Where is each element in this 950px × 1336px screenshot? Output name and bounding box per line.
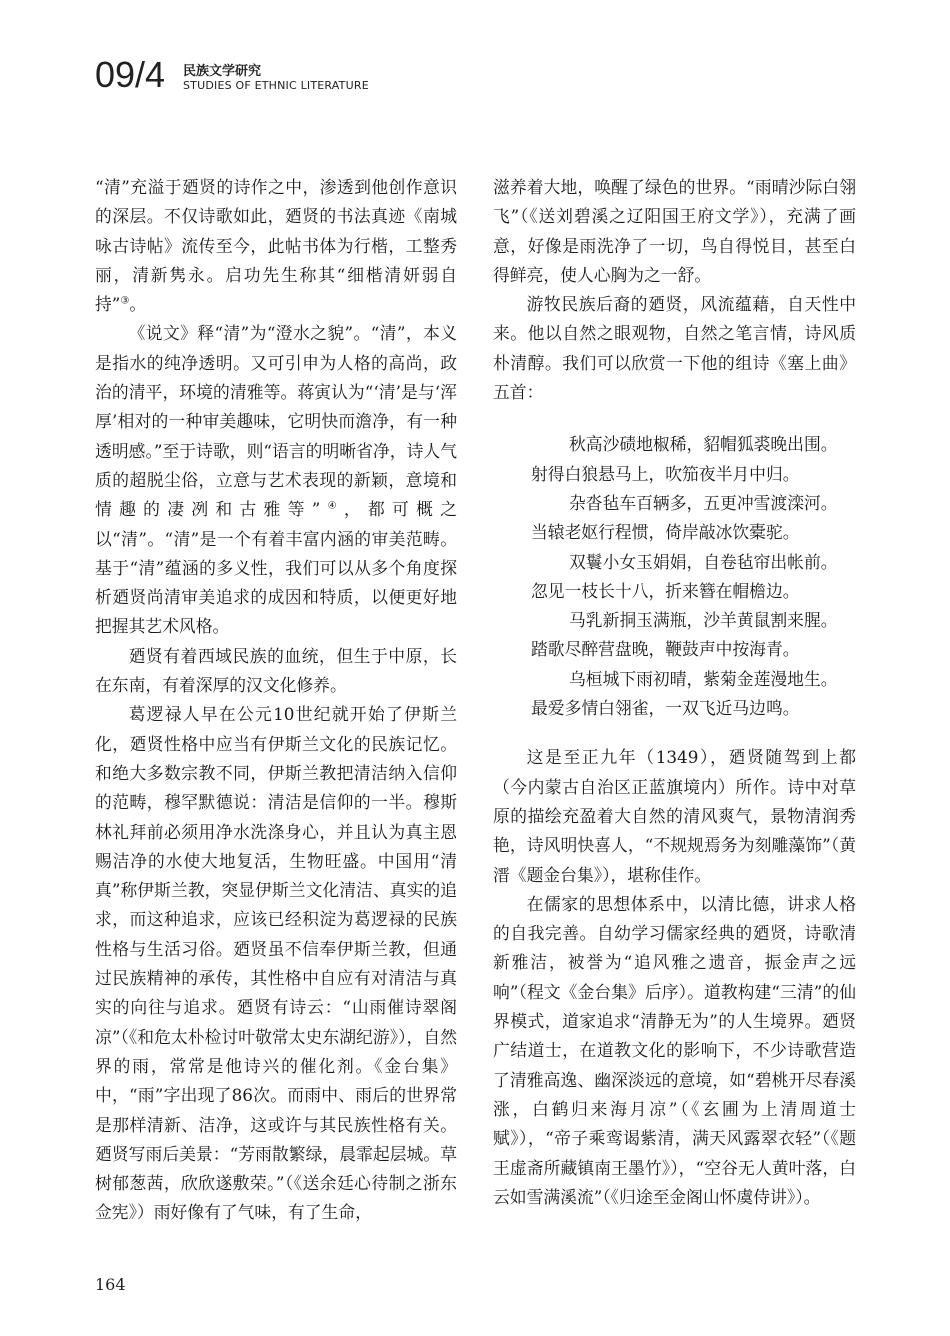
- poem-line: 双鬟小女玉娟娟，自卷毡帘出帐前。: [569, 551, 838, 572]
- poem-line: 射得白狼悬马上，吹笳夜半月中归。: [531, 463, 800, 484]
- paragraph: 滋养着大地，唤醒了绿色的世界。“雨晴沙际白翎飞”（《送刘碧溪之辽阳国王府文学》），充满了画意，好像是雨洗净了一切，鸟自得悦目，甚至白得鲜亮，使人心胸为之一舒。: [493, 177, 856, 285]
- paragraph: 游牧民族后裔的廼贤，风流蕴藉，自天性中来。他以自然之眼观物，自然之笔言情，诗风质朴清醇。我们可以欣赏一下他的组诗《塞上曲》五首：: [493, 294, 856, 403]
- poem-line: 杂沓毡车百辆多，五更冲雪渡滦河。: [569, 492, 838, 513]
- paragraph: 《说文》释“清”为“澄水之貌”。“清”，本义是指水的纯净透明。又可引申为人格的高尚，政治的清平，环境的清雅等。蒋寅认为“‘清’是与‘浑厚’相对的一种审美趣味，它明快而澹净，有一种透明感。”至于诗歌，则“语言的明晰省净，诗人气质的超脱尘俗，立意与艺术表现的新颖，意境和情趣的凄冽和古雅等”④，都可概之以“清”。“清”是一个有着丰富内涵的审美范畴。基于“清”蕴涵的多义性，我们可以从多个角度探析廼贤尚清审美追求的成因和特质，以便更好地把握其艺术风格。: [95, 323, 457, 637]
- paragraph: 在儒家的思想体系中，以清比德，讲求人格的自我完善。自幼学习儒家经典的廼贤，诗歌清新雅洁，被誉为“追风雅之遗音，振金声之远响”（程文《金台集》后序）。道教构建“三清”的仙界模式，道家追求“清静无为”的人生境界。廼贤广结道士，在道教文化的影响下，不少诗歌营造了清雅高逸、幽深淡远的意境，如“碧桃开尽春溪涨，白鹤归来海月凉”（《玄圃为上清周道士赋》），“帝子乘鸾谒紫清，满天风露翠衣轻”（《题王虚斋所藏镇南王墨竹》），“空谷无人黄叶落，白云如雪满溪流”（《归途至金阁山怀虞侍讲》）。: [493, 893, 856, 1207]
- poem-line: 当辕老妪行程惯，倚岸敲冰饮橐驼。: [531, 522, 800, 543]
- paragraph: “清”充溢于廼贤的诗作之中，渗透到他创作意识的深层。不仅诗歌如此，廼贤的书法真迹《南城咏古诗帖》流传至今，此帖书体为行楷，工整秀丽，清新隽永。启功先生称其“细楷清妍弱自持”③。: [95, 177, 457, 315]
- poem-line: 马乳新挏玉满瓶，沙羊黄鼠割来腥。: [569, 610, 838, 631]
- left-column: [95, 173, 457, 1228]
- issue-number: 09/4: [95, 54, 166, 95]
- footnote-ref: ③: [120, 295, 130, 307]
- journal-title: [183, 64, 369, 93]
- paragraph: 这是至正九年（1349），廼贤随驾到上都（今内蒙古自治区正蓝旗境内）所作。诗中对草原的描绘充盈着大自然的清风爽气，景物清润秀艳，诗风明快喜人，“不规规焉务为刻雕藻饰”（黄溍《题金台集》），堪称佳作。: [493, 747, 856, 885]
- poem-line: 乌桓城下雨初晴，紫菊金莲漫地生。: [569, 668, 838, 689]
- poem-line: 秋高沙碛地椒稀，貂帽狐裘晚出围。: [569, 434, 838, 455]
- poem-line: 最爱多情白翎雀，一双飞近马边鸣。: [531, 698, 800, 719]
- poem-line: 忽见一枝长十八，折来簪在帽檐边。: [531, 580, 800, 601]
- right-column: [493, 173, 856, 1212]
- poem-saishangqu: [493, 430, 856, 723]
- journal-title-en: STUDIES OF ETHNIC LITERATURE: [183, 79, 369, 92]
- journal-title-cn: 民族文学研究: [183, 64, 262, 79]
- page-number: 164: [95, 1275, 126, 1294]
- paragraph: 葛逻禄人早在公元10世纪就开始了伊斯兰化，廼贤性格中应当有伊斯兰文化的民族记忆。和绝大多数宗教不同，伊斯兰教把清洁纳入信仰的范畴，穆罕默德说：清洁是信仰的一半。穆斯林礼拜前必须用净水洗涤身心，并且认为真主恩赐洁净的水使大地复活，生物旺盛。中国用“清真”称伊斯兰教，突显伊斯兰文化清洁、真实的追求，而这种追求，应该已经积淀为葛逻禄的民族性格与生活习俗。廼贤虽不信奉伊斯兰教，但通过民族精神的承传，其性格中自应有对清洁与真实的向往与追求。廼贤有诗云：“山雨催诗翠阁凉”（《和危太朴检讨叶敬常太史东湖纪游》），自然界的雨，常常是他诗兴的催化剂。《金台集》中，“雨”字出现了86次。而雨中、雨后的世界常是那样清新、洁净，这或许与其民族性格有关。廼贤写雨后美景：“芳雨散繁绿，晨霏起层城。草树郁葱茜，欣欣遂敷荣。”（《送余廷心待制之浙东佥宪》）雨好像有了气味，有了生命，: [95, 704, 457, 1223]
- footnote-ref: ④: [320, 500, 344, 512]
- paragraph: 廼贤有着西域民族的血统，但生于中原，长在东南，有着深厚的汉文化修养。: [95, 645, 457, 696]
- poem-line: 踏歌尽醉营盘晚，鞭鼓声中按海青。: [531, 639, 800, 660]
